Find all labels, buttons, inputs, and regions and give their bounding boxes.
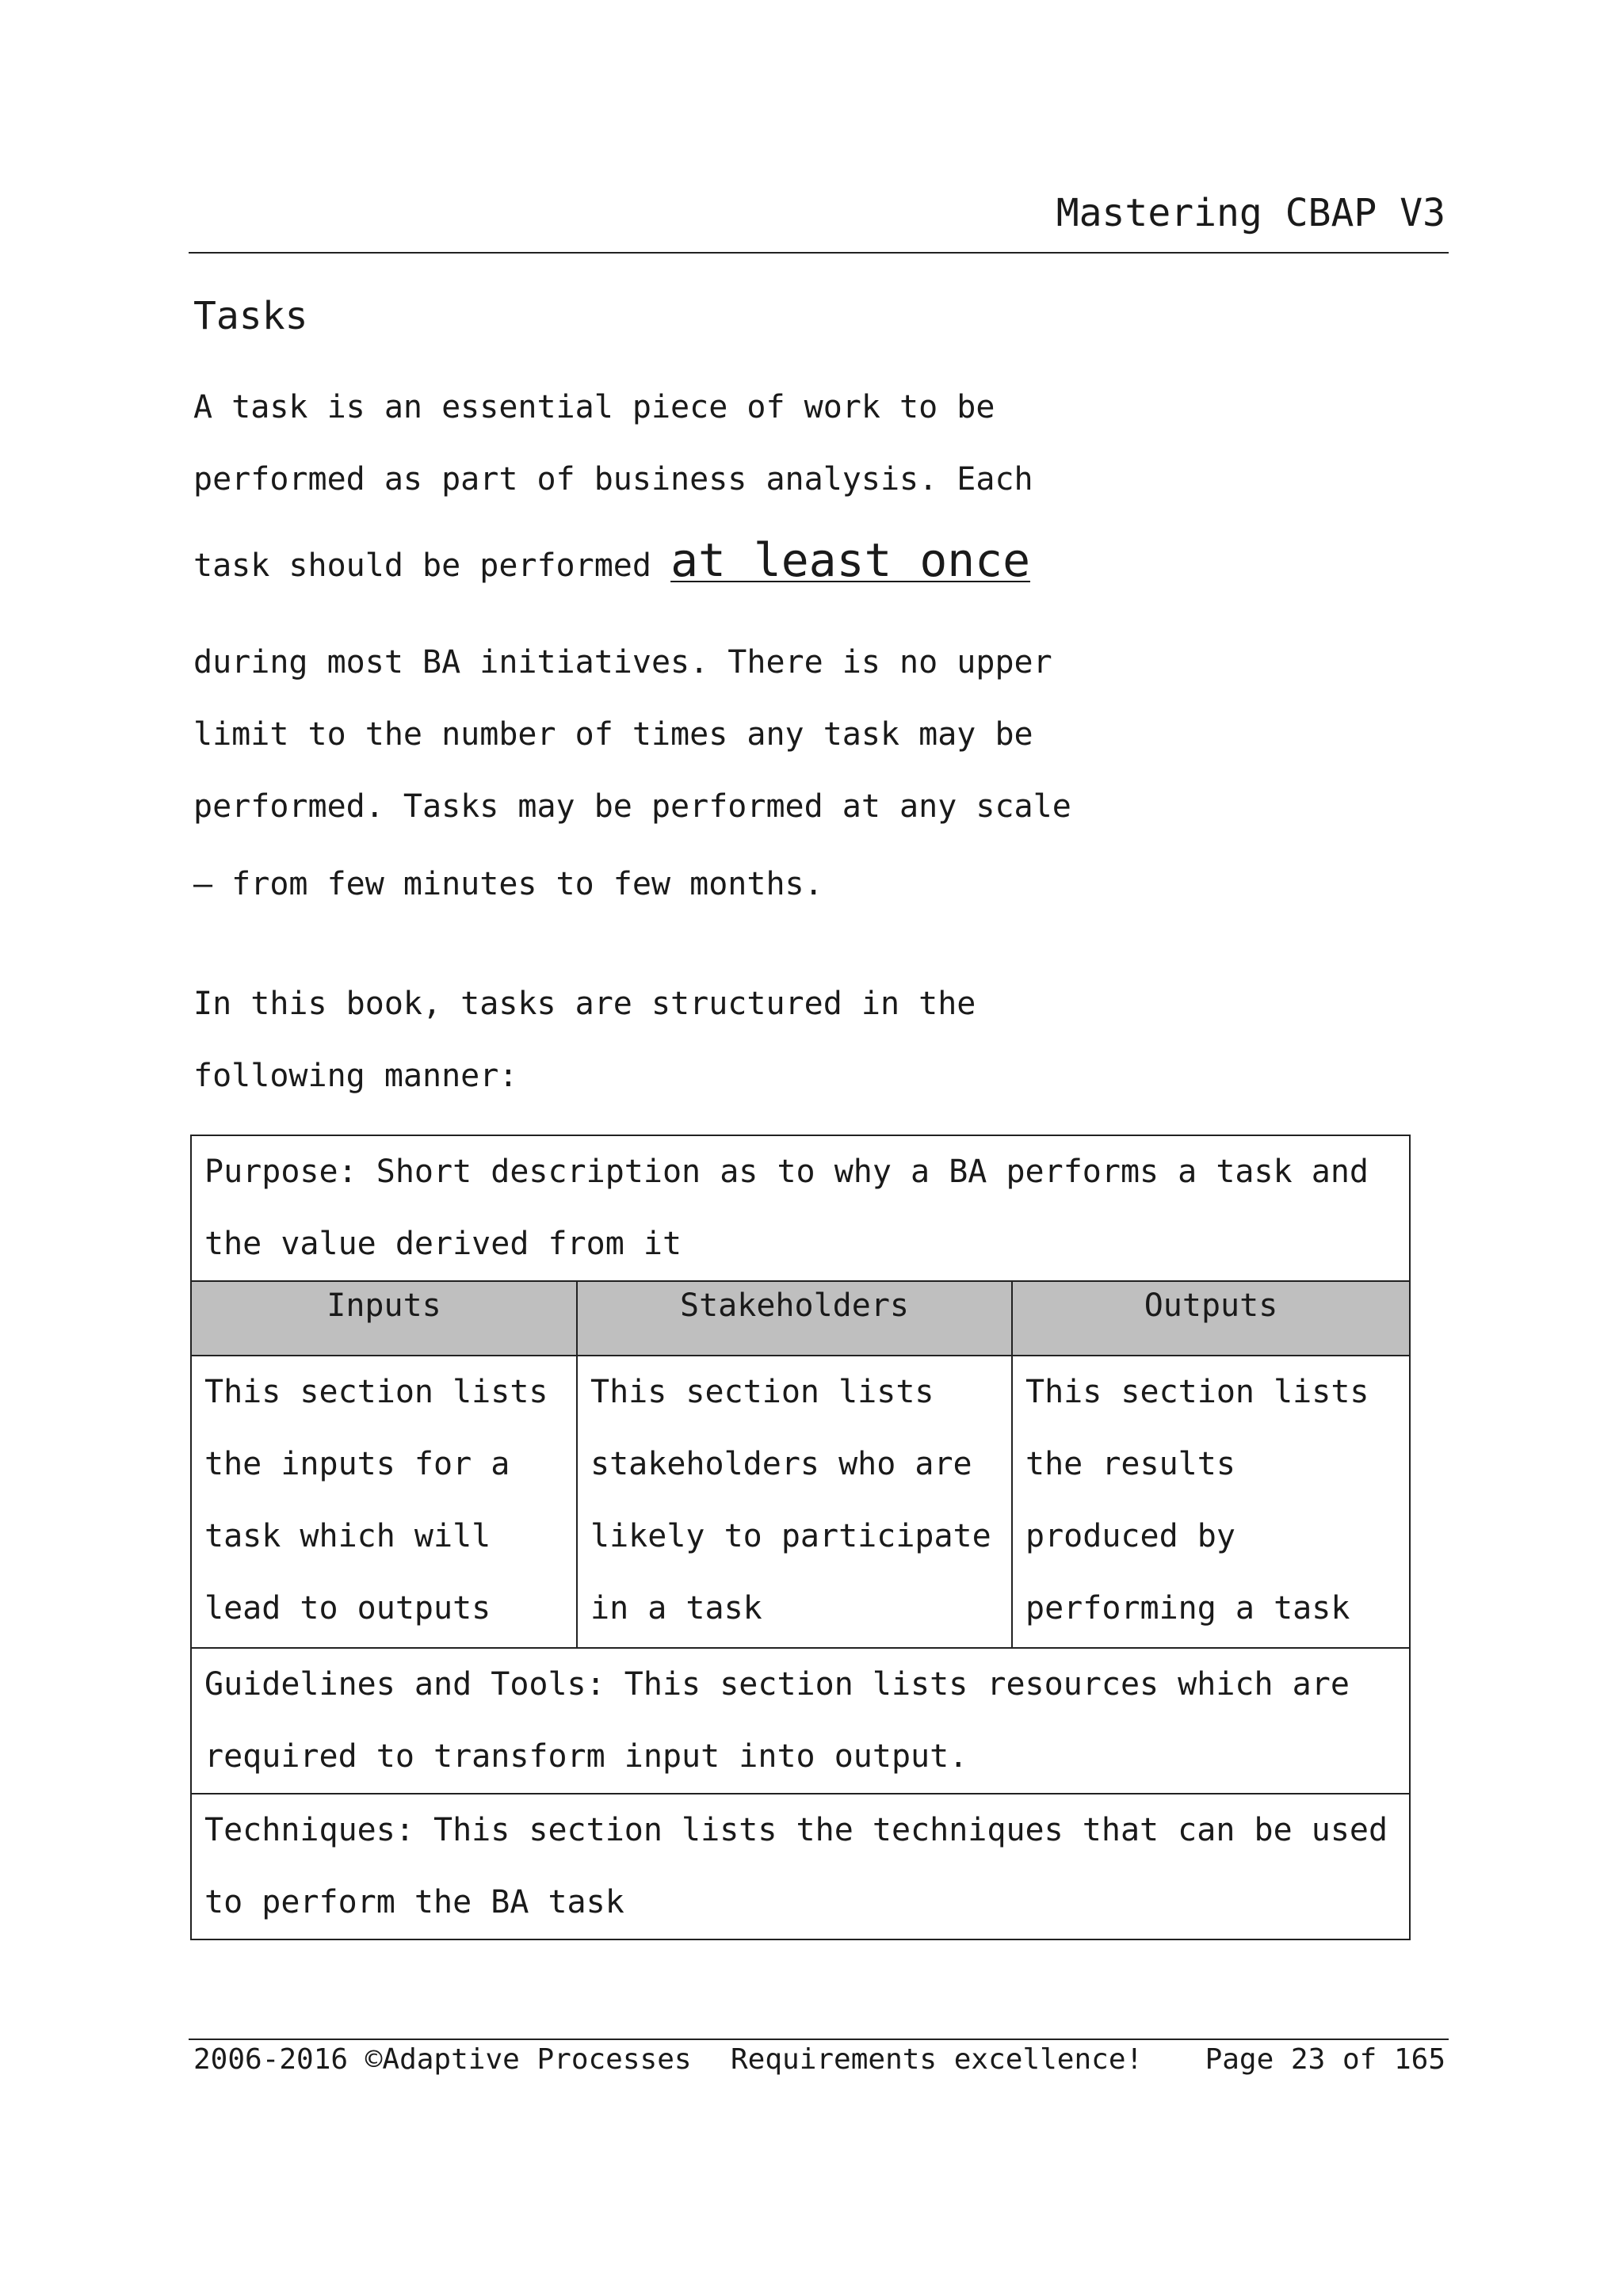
task-structure-table bbox=[190, 1135, 1411, 1940]
guidelines-text: Guidelines and Tools: This section lists resources which are bbox=[204, 1666, 1350, 1703]
paragraph-line: A task is an essential piece of work to be bbox=[193, 389, 995, 425]
cell-line: the results bbox=[1025, 1446, 1235, 1482]
intro-line: In this book, tasks are structured in the bbox=[193, 986, 976, 1022]
footer-page-number: Page 23 of 165 bbox=[1205, 2043, 1445, 2076]
purpose-text: Purpose: Short description as to why a BA performs a task and bbox=[204, 1154, 1369, 1190]
footer-divider bbox=[189, 2039, 1449, 2040]
paragraph-line: performed as part of business analysis. Each bbox=[193, 461, 1033, 498]
purpose-cell bbox=[191, 1135, 1410, 1281]
paragraph-text: task should be performed bbox=[193, 547, 671, 584]
column-header-stakeholders: Stakeholders bbox=[577, 1281, 1012, 1356]
cell-line: performing a task bbox=[1025, 1590, 1350, 1627]
purpose-text: the value derived from it bbox=[204, 1226, 682, 1262]
techniques-cell bbox=[191, 1794, 1410, 1939]
outputs-cell bbox=[1012, 1356, 1410, 1648]
cell-line: This section lists bbox=[204, 1374, 548, 1410]
cell-line: lead to outputs bbox=[204, 1590, 491, 1627]
inputs-cell bbox=[191, 1356, 577, 1648]
cell-line: in a task bbox=[590, 1590, 762, 1627]
header-divider bbox=[189, 252, 1449, 254]
paragraph-line-emphasis bbox=[193, 533, 1031, 587]
guidelines-text: required to transform input into output. bbox=[204, 1738, 968, 1775]
cell-line: task which will bbox=[204, 1518, 491, 1554]
column-header-inputs: Inputs bbox=[191, 1281, 577, 1356]
techniques-text: to perform the BA task bbox=[204, 1884, 624, 1920]
stakeholders-cell bbox=[577, 1356, 1012, 1648]
paragraph-line: – from few minutes to few months. bbox=[193, 866, 823, 902]
cell-line: produced by bbox=[1025, 1518, 1235, 1554]
paragraph-line: limit to the number of times any task may be bbox=[193, 716, 1033, 753]
footer-tagline: Requirements excellence! bbox=[731, 2043, 1144, 2076]
section-heading: Tasks bbox=[193, 294, 308, 338]
paragraph-line: performed. Tasks may be performed at any scale bbox=[193, 788, 1071, 825]
cell-line: likely to participate bbox=[590, 1518, 991, 1554]
cell-line: This section lists bbox=[590, 1374, 934, 1410]
cell-line: stakeholders who are bbox=[590, 1446, 972, 1482]
emphasis-text: at least once bbox=[670, 533, 1031, 587]
cell-line: the inputs for a bbox=[204, 1446, 510, 1482]
cell-line: This section lists bbox=[1025, 1374, 1369, 1410]
guidelines-cell bbox=[191, 1648, 1410, 1794]
footer-copyright: 2006-2016 ©Adaptive Processes bbox=[193, 2043, 692, 2076]
paragraph-line: during most BA initiatives. There is no upper bbox=[193, 644, 1052, 681]
intro-line: following manner: bbox=[193, 1058, 518, 1094]
column-header-outputs: Outputs bbox=[1012, 1281, 1410, 1356]
header-title: Mastering CBAP V3 bbox=[1056, 191, 1445, 235]
techniques-text: Techniques: This section lists the techniques that can be used bbox=[204, 1812, 1388, 1848]
